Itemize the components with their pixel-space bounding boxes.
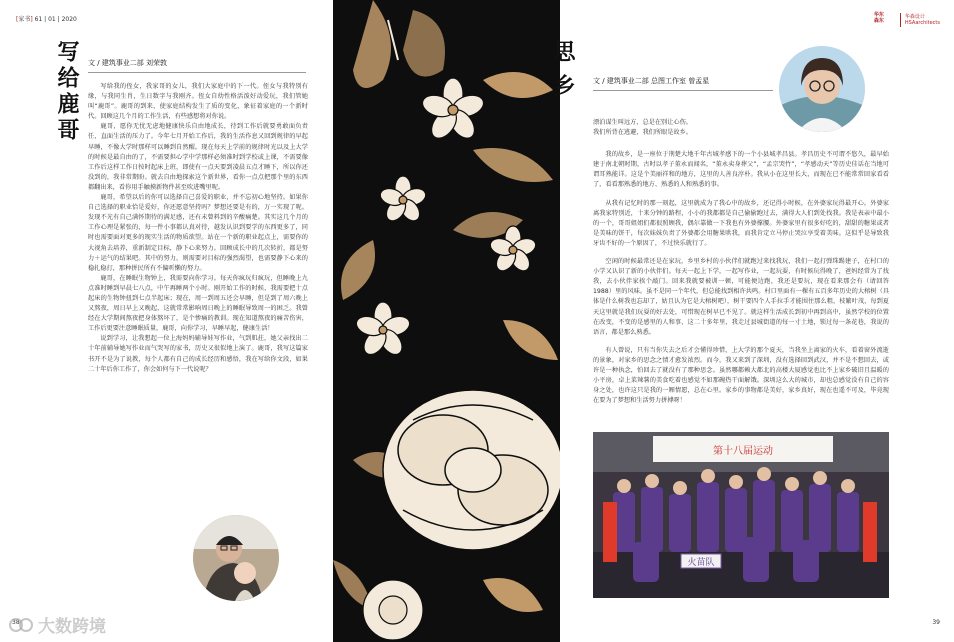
header-bracket-open: [ bbox=[16, 16, 19, 23]
team-photo-illustration bbox=[593, 432, 889, 598]
right-byline-rule bbox=[593, 90, 773, 91]
team-banner-text: 火苗队 bbox=[687, 558, 715, 568]
watermark-logo-icon bbox=[8, 614, 34, 636]
right-article-title: 思乡 bbox=[550, 40, 576, 108]
right-paragraph: 有人曾说，只有当你失去之后才会懂得珍惜，上大学的那个夏天，当我坐上离家的火车，看着窗外流逝的景象，对家乡的思念之情才愈发浓烈。而今，我又来到了深圳，没有选择回到武汉，并不是不想回去，或许是一种执念，怕回去了就没有了那种思念。虽然哪都赖大都北的高楼大厦感觉也比不上家乡破旧且温暖的小平房，卓上菜辣薯的美食吃着也感觉不如那碗热干面解饿。深圳这么大的城市，却也总感觉没有自己的容身之处，也许这只是我的一厢情愿，总在心里。家乡的事物都是美好，家乡真好，现在也遥不可及，毕竟现在要为了梦想和生活努力拼搏呀！ bbox=[593, 346, 889, 405]
logo-line-2: 森东 bbox=[873, 18, 884, 24]
peony-drawing bbox=[383, 390, 560, 550]
site-watermark bbox=[8, 612, 106, 637]
right-paragraph: 空闲的时候最常还是在家玩，乡里乡村的小伙伴们就跑过来找我玩，我们一起打弹珠踢建子，在村口的小学又认识了新的小伙伴们。每天一起上下学，一起写作业，一起玩耍，有时候玩得晚了，爸妈经常为了找我，去小伙伴家挨个敲门。回来我就要被训一顿，可能便边跑，我还是要玩，现在看来那会有（请回答1988）里的风味。虽不是同一个年代，但总能找到相许共鸣。村口里面有一棵有五百多年历史的大榕树（具体是什么树我也忘却了，姑且认为它是大榕树吧），树干要四个人手拉手才能围住那么粗，枝繁叶茂，每到夏天这里就是我们玩耍的好去处，可惜现在树早已不见了。就这样生活成长到初中再到高中，虽然学校的位置在改变，不变的是感里的人和事，这二十多年里，我走过县城街道的每一寸土地，锁过每一条花巷，我说的语言，都是那么熟悉。 bbox=[593, 258, 889, 336]
logo-text bbox=[905, 14, 940, 26]
issue-header bbox=[16, 14, 77, 23]
photo-backdrop-text: 第十八届运动 bbox=[713, 446, 773, 457]
poem-intro bbox=[593, 118, 889, 138]
logo-divider bbox=[900, 13, 901, 27]
header-bracket-close: ] bbox=[30, 16, 33, 23]
author-photo-man-baby bbox=[193, 515, 279, 601]
left-article-body bbox=[88, 82, 308, 375]
right-article-body bbox=[593, 118, 889, 414]
watermark-text: 大数跨境 bbox=[38, 617, 106, 637]
poem-line: 漂泊谋生叫远方，总是在别让心伤。 bbox=[593, 119, 692, 126]
logo-line-1: 华东 bbox=[873, 12, 884, 18]
floral-illustration bbox=[333, 0, 560, 642]
author-avatar-left bbox=[193, 515, 279, 601]
right-paragraph: 我的故乡，是一座位于荆楚大地千年古城孝感下的一个小县城孝昌县。孝昌历史不可谓不悠久，最早始建于南北朝时期，古时以孝子董永而闻名，“董永卖身葬父”，“孟宗哭竹”，“孝感动天”等历史佳话在当地可谓耳熟能详。这是个美丽祥和的地方，这里的人善良淳朴。我从小在这里长大，而现在已不能常常回家看看了，看看那熟悉的地方、熟悉的人和熟悉的事。 bbox=[593, 151, 889, 189]
logo-mark bbox=[874, 12, 896, 28]
right-paragraph: 从我有记忆时的那一刻起，这里就成为了我心中的故乡，还记得小时候，在外婆家玩得最开心。外婆家离我家特别近，十来分钟的路程，小小的我都都是自己偷偷跑过去，满得大人们到处找我。我是表亲中最小的一个，哥哥姐姐们都很照顾我，偶尔靠做一下我也有外婆撑腰。外婆家里有很多好吃的，甜甜的糖果或者是美味的饼干，每次妹妹负责了外婆都会用糖果哄我，而我肯定立马停止哭泣享受着美味。这似乎是导致我牙齿不好的一个原因了，不过快乐就行了。 bbox=[593, 199, 889, 247]
left-paragraph: 鹿哥，希望以后的你可以选择自己喜爱的职业，并不忘初心地坚持。如果你自己选择的职业恰是爱好，你还愿意坚持吗？梦想还要是有的，万一实现了呢。发现不光有自己满怀期待的满足感，还有未曾料到的辛酸痛楚。其实这几个月的工作心理是紧张的，每一件小事都认真对待，越发认识到要学的东西更多了，同时也需要面对更多的现实生活的物质欲望。站在一个新的职业起点上，需要你的大视角去培养，重新制定目标，静下心来努力。回顾成长中的几次转折，都是努力＋运气的结果吧。其中的努力，则需要对目标的强烈渴望，也需要静下心来的稳扎稳打，那种拼民所有不偏听懒的努力。 bbox=[88, 194, 308, 272]
floral-illustration-panel bbox=[333, 0, 560, 642]
page-number-right: 39 bbox=[932, 619, 940, 626]
left-byline-rule bbox=[88, 72, 306, 73]
company-logo bbox=[874, 12, 940, 28]
left-paragraph: 鹿哥，在睡眠生物钟上，我需要向你学习。每天你疯玩归疯玩，但睡晚上九点准时睡到早晨七八点，中午再睡两个小时。刚开始工作的时候，我需要把十点起床的生物钟扭到七点半起床；现在，周一到周五还会早睡，但是到了周六晚上又熬夜，周日早上又晚起，这就常常影响周日晚上的睡眠导致周一的困乏。我曾经在大学期间熬夜把身体熬坏了，是个惨痛的教训。现在知道熬夜的痛苦伤害，工作后更要注意睡眠质量，鹿哥，向你学习，早睡早起，健康生活！ bbox=[88, 274, 308, 333]
left-paragraph: 鹿哥，愿你无忧无虑地健康快乐自由地成长，待到工作后就要勇敢面负责任，直面生活的压力了。今年七月开始工作后，我的生活作息又回到规律的早起早睡，不像大学时那样可以睡到自然醒。现在每天上学前的规律时光以及上大学的时候是最自由的了，不需要担心学中学那样必须准时到学校或上课，不需要像工作后这样工作日按时起床上班，即使有一点天要到凌晨五点才睡下，所以你还没到的，我非常期盼。就去自由地探索这个新世界，看你一点点把那个里的东西都翻出来，看你用手触摸新物件甚至吹进嘴里呢。 bbox=[88, 123, 308, 191]
left-paragraph: 说到学习，让我想起一位上海妈妈辅导娃写作业，气到肌拄，她父亲找出二十年前辅导她写作业而气哭写的家书，历史又很似地上演了。鹿哥，我写这篇家书开不是为了说教，每个人都有自己的成长经历和感悟，我在写给你文段，如果二十年后你工作了，你会如何与下一代说呢？ bbox=[88, 335, 308, 373]
logo-company-name: 华森设计 bbox=[904, 14, 925, 20]
bottom-flower bbox=[363, 580, 423, 640]
issue-number: 61 | 01 | 2020 bbox=[34, 16, 77, 23]
right-article-byline: 文 / 建筑事业二部 总图工作室 曾孟星 bbox=[593, 77, 710, 85]
logo-company-english: HSAarchitects bbox=[904, 20, 940, 26]
header-tag-label: 家书 bbox=[18, 16, 31, 23]
left-article-title: 写给鹿哥 bbox=[54, 40, 80, 144]
left-paragraph: 写给我的侄女，我家哥的女儿，我们大家庭中的下一代。侄女与我特别有缘，与我同生肖，生日数字与我刚齐。侄女自幼性格活泼好动爱玩，我们管她叫“鹿哥”。鹿哥的到来，使家庭结构发生了质的变化，象征着家庭的一个新时代。回顾这几个月的工作生活，有些感想将对你说。 bbox=[88, 83, 308, 121]
page-number-left: 38 bbox=[12, 619, 20, 626]
left-article-byline: 文 / 建筑事业二部 刘荣敦 bbox=[88, 59, 168, 67]
poem-line: 我们所背在逃避，我们所眼是故乡。 bbox=[593, 129, 692, 137]
team-group-photo bbox=[593, 432, 889, 598]
